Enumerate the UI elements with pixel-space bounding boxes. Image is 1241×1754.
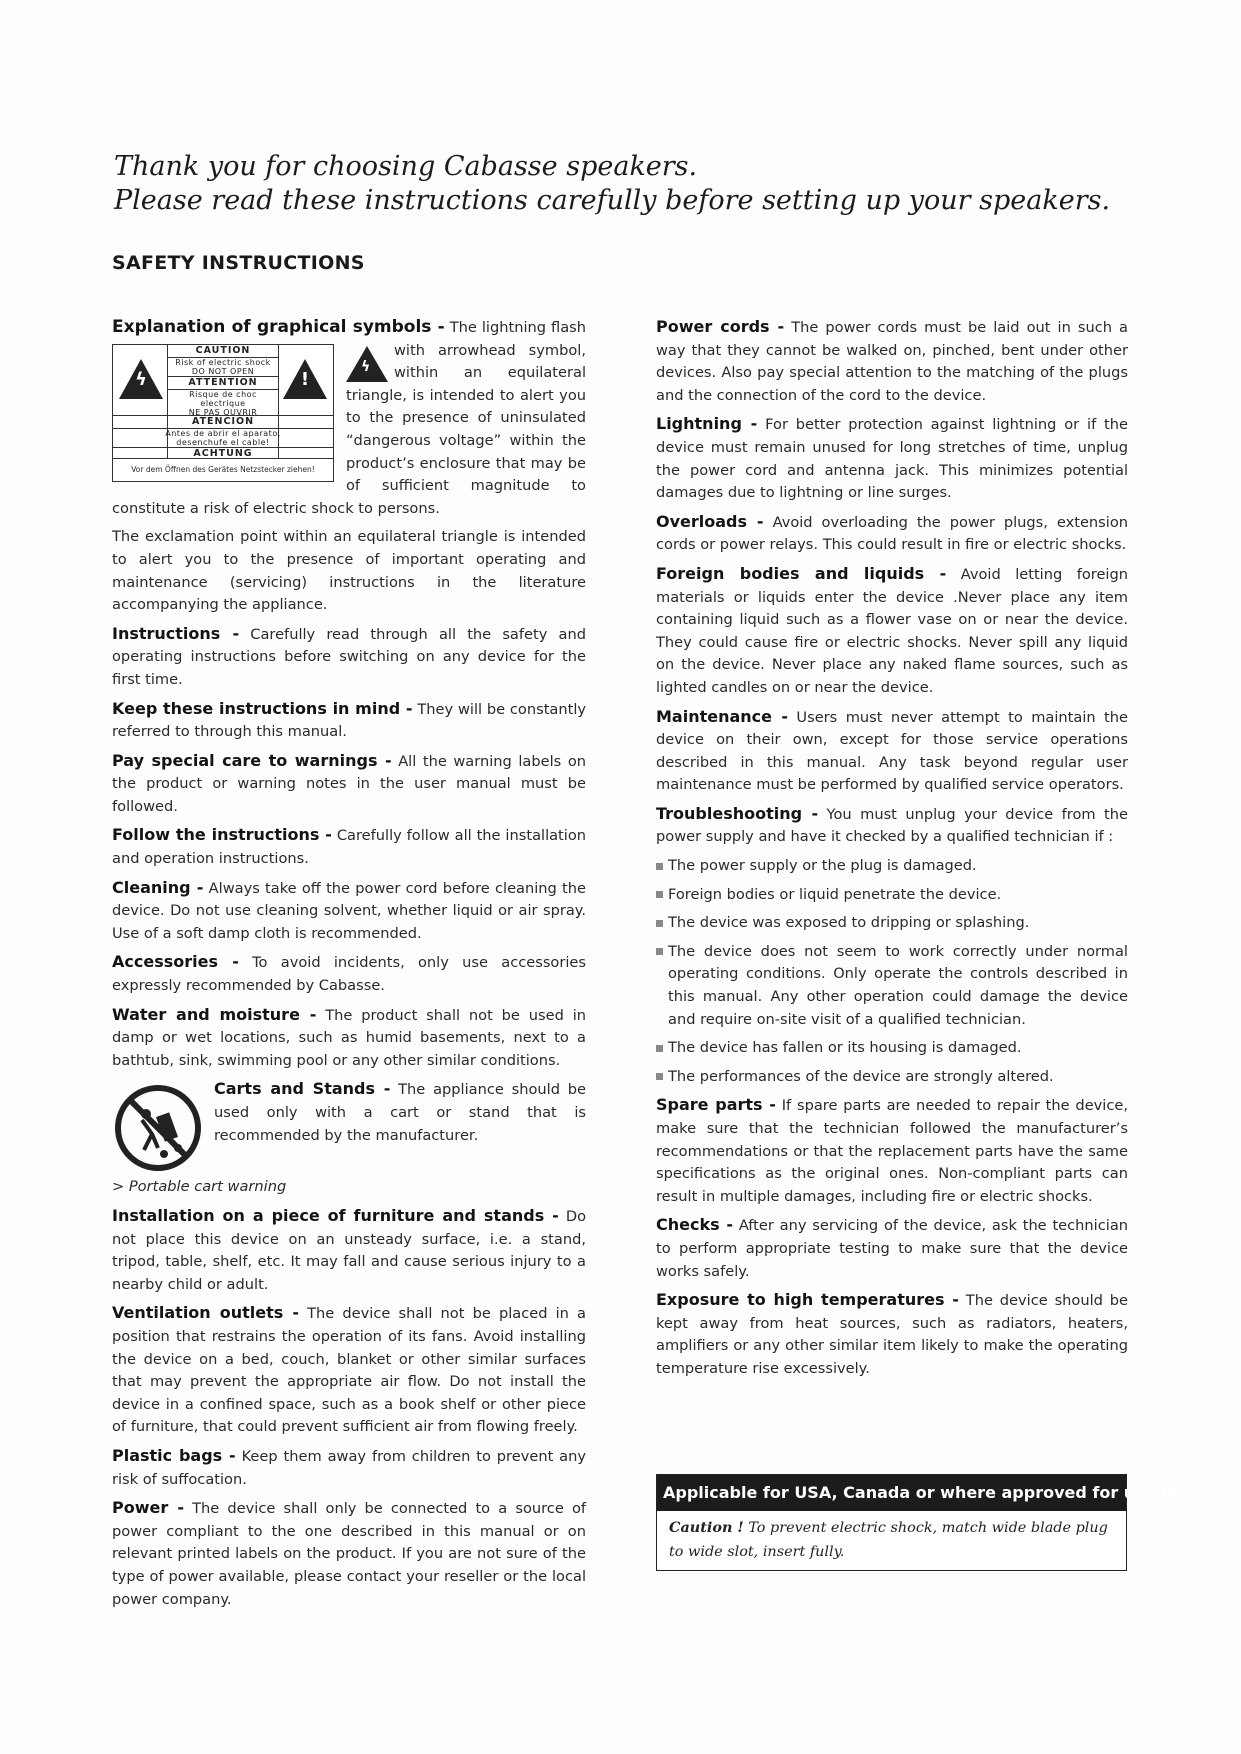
paragraph-exposure <box>656 1289 1128 1380</box>
paragraph-follow <box>112 824 586 870</box>
paragraph-warnings <box>112 750 586 819</box>
ventilation-text: The device shall not be placed in a position that restrains the operation of its fans. Avoid installing the device on a bed, couch, blanket or other similar surfaces that may prevent the appropriate air flow. Do not install the device in a confined space, such as a book shelf or other piece of furniture, that could prevent sufficient air from flowing freely. <box>112 1305 587 1436</box>
trouble-bullet-5: The device has fallen or its housing is damaged. <box>656 1037 1128 1060</box>
paragraph-maintenance <box>656 706 1128 797</box>
label-attention: ATTENTION <box>168 377 278 390</box>
keep-title: Keep these instructions in mind - <box>112 698 413 718</box>
trouble-bullet-2: Foreign bodies or liquid penetrate the device. <box>656 884 1128 907</box>
paragraph-checks <box>656 1214 1128 1283</box>
ventilation-title: Ventilation outlets - <box>112 1303 299 1323</box>
paragraph-cords <box>656 316 1128 407</box>
foreign-text: Avoid letting foreign materials or liquids enter the device .Never place any item containing liquid such as a flower vase on or near the device. They could cause fire or electric shocks. Never spill any liquid on the device. Never place any naked flame sources, such as lighted candles on or near the device. <box>656 565 1128 696</box>
furniture-text: Do not place this device on an unsteady surface, i.e. a stand, tripod, table, shelf, etc. It may fall and cause serious injury to a nearby child or adult. <box>112 1208 587 1293</box>
follow-title: Follow the instructions - <box>112 825 332 845</box>
checks-title: Checks - <box>656 1215 734 1235</box>
paragraph-furniture <box>112 1205 586 1296</box>
trouble-text: You must unplug your device from the power supply and have it checked by a qualified technician if : <box>656 805 1129 846</box>
intro-line-1: Thank you for choosing Cabasse speakers. <box>114 151 698 182</box>
checks-text: After any servicing of the device, ask the technician to perform appropriate testing to make sure that the device works safely. <box>656 1217 1129 1280</box>
usa-caution-text: To prevent electric shock, match wide blade plug to wide slot, insert fully. <box>669 1520 1108 1560</box>
paragraph-cleaning <box>112 877 586 946</box>
paragraph-plastic <box>112 1445 586 1491</box>
label-achtung: ACHTUNG <box>193 447 253 459</box>
foreign-title: Foreign bodies and liquids - <box>656 563 947 583</box>
accessories-title: Accessories - <box>112 952 239 972</box>
cleaning-title: Cleaning - <box>112 877 204 897</box>
label-atencion-sub2: desenchufe el cable! <box>113 438 333 448</box>
label-caution: CAUTION <box>168 345 278 358</box>
label-caution-sub1: Risk of electric shock <box>175 357 271 367</box>
follow-text: Carefully follow all the installation and operation instructions. <box>112 827 587 868</box>
paragraph-carts <box>112 1078 586 1147</box>
label-attention-sub2: NE PAS OUVRIR <box>188 407 258 417</box>
label-caution-sub2: DO NOT OPEN <box>168 367 278 377</box>
warnings-text: All the warning labels on the product or warning notes in the user manual must be followed. <box>112 752 587 815</box>
overloads-text: Avoid overloading the power plugs, extension cords or power relays. This could result in fire or electric shocks. <box>656 513 1129 554</box>
water-title: Water and moisture - <box>112 1004 317 1024</box>
cleaning-text: Always take off the power cord before cleaning the device. Do not use cleaning solvent, whether liquid or air spray. Use of a soft damp cloth is recommended. <box>112 879 587 942</box>
usa-notice-box <box>656 1474 1178 1571</box>
paragraph-spare <box>656 1094 1128 1208</box>
maintenance-text: Users must never attempt to maintain the device on their own, except for those service operations described in this manual. Any task beyond regular user maintenance must be performed by qualified service operators. <box>656 708 1129 794</box>
label-spanish-block <box>113 415 333 460</box>
exclamation-paragraph: The exclamation point within an equilateral triangle is intended to alert you to the presence of important operating and maintenance (servicing) instructions in the literature accompanying the appliance. <box>112 528 586 614</box>
paragraph-foreign <box>656 563 1128 700</box>
warnings-title: Pay special care to warnings - <box>112 750 392 770</box>
trouble-bullet-1: The power supply or the plug is damaged. <box>656 855 1128 878</box>
carts-text: The appliance should be used only with a cart or stand that is recommended by the manufacturer. <box>214 1081 586 1144</box>
intro-heading <box>114 150 1114 218</box>
exposure-title: Exposure to high temperatures - <box>656 1290 959 1310</box>
exclamation-icon: ! <box>300 368 310 390</box>
trouble-title: Troubleshooting - <box>656 803 819 823</box>
label-atencion: ATENCIÓN <box>113 416 333 429</box>
accessories-text: To avoid incidents, only use accessories expressly recommended by Cabasse. <box>112 954 586 995</box>
lightning-bolt-icon: ϟ <box>135 368 147 390</box>
paragraph-accessories <box>112 951 586 997</box>
portable-cart-warning-icon <box>114 1084 202 1172</box>
paragraph-water <box>112 1004 586 1073</box>
trouble-bullet-6: The performances of the device are strongly altered. <box>656 1066 1128 1089</box>
power-text: The device shall only be connected to a source of power compliant to the one described in this manual or on relevant printed labels on the product. If you are not sure of the type of power available, please contact your reseller or the local power company. <box>112 1500 587 1608</box>
furniture-title: Installation on a piece of furniture and stands - <box>112 1206 559 1225</box>
trouble-bullet-4: The device does not seem to work correctly under normal operating conditions. Only operate the controls described in this manual. Any other operation could damage the device and require on-site visit of a qualified technician. <box>656 941 1128 1031</box>
right-column <box>656 316 1128 1387</box>
usa-notice-header: Applicable for USA, Canada or where approved for usage <box>657 1475 1126 1511</box>
instructions-title: Instructions - <box>112 623 240 643</box>
carts-title: Carts and Stands - <box>214 1079 391 1099</box>
lightning-text: For better protection against lightning or if the device must remain unused for long stretches of time, unplug the power cord and antenna jack. This minimizes potential damages due to lightning or line surges. <box>656 416 1128 502</box>
keep-text: They will be constantly referred to through this manual. <box>112 700 587 741</box>
paragraph-overloads <box>656 511 1128 557</box>
usa-caution-label: Caution ! <box>669 1519 744 1536</box>
paragraph-explanation <box>112 316 586 520</box>
exposure-text: The device should be kept away from heat sources, such as radiators, heaters, amplifiers or any other similar item likely to make the operating temperature rise excessively. <box>656 1292 1129 1377</box>
section-title: SAFETY INSTRUCTIONS <box>112 252 365 274</box>
explanation-text: The lightning flash with arrowhead symbol, within an equilateral triangle, is intended to alert you to the presence of uninsulated “dangerous voltage” within the product’s enclosure that may be of sufficient magnitude to constitute a risk of electric shock to persons. <box>112 319 586 517</box>
power-title: Power - <box>112 1498 184 1518</box>
paragraph-keep <box>112 698 586 744</box>
paragraph-troubleshooting <box>656 803 1128 849</box>
trouble-bullet-3: The device was exposed to dripping or splashing. <box>656 912 1128 935</box>
plastic-text: Keep them away from children to prevent any risk of suffocation. <box>112 1447 587 1488</box>
plastic-title: Plastic bags - <box>112 1445 236 1465</box>
cart-caption: > Portable cart warning <box>112 1178 287 1196</box>
label-footer: Vor dem Öffnen des Gerätes Netzstecker ziehen! <box>113 458 333 481</box>
cords-text: The power cords must be laid out in such a way that they cannot be walked on, pinched, bent under other devices. Also pay special attention to the matching of the plugs and the connection of the cord to the device. <box>656 319 1128 404</box>
left-column <box>112 316 586 1617</box>
overloads-title: Overloads - <box>656 511 764 531</box>
label-atencion-sub1: Antes de abrir el aparato, <box>165 428 281 438</box>
spare-title: Spare parts - <box>656 1095 776 1115</box>
paragraph-lightning <box>656 413 1128 504</box>
label-attention-sub1: Risque de choc electrique <box>189 389 257 408</box>
maintenance-title: Maintenance - <box>656 706 788 726</box>
explanation-title: Explanation of graphical symbols - <box>112 317 445 337</box>
water-text: The product shall not be used in damp or wet locations, such as humid basements, next to a bathtub, sink, swimming pool or any other similar conditions. <box>112 1006 587 1069</box>
spare-text: If spare parts are needed to repair the device, make sure that the technician followed the manufacturer’s recommendations or that the replacement parts have the same specifications as the original ones. Non-compliant parts can result in multiple damages, including fire or electric shocks. <box>656 1097 1129 1205</box>
paragraph-instructions <box>112 623 586 692</box>
lightning-small-icon: ϟ <box>346 346 388 382</box>
intro-line-2: Please read these instructions carefully before setting up your speakers. <box>114 185 1111 216</box>
usa-notice-body <box>657 1511 1126 1570</box>
warning-label-box <box>112 344 334 482</box>
lightning-title: Lightning - <box>656 414 758 434</box>
paragraph-power <box>112 1497 586 1611</box>
cords-title: Power cords - <box>656 317 785 336</box>
instructions-text: Carefully read through all the safety and operating instructions before switching on any device for the first time. <box>112 625 586 688</box>
paragraph-ventilation <box>112 1302 586 1439</box>
